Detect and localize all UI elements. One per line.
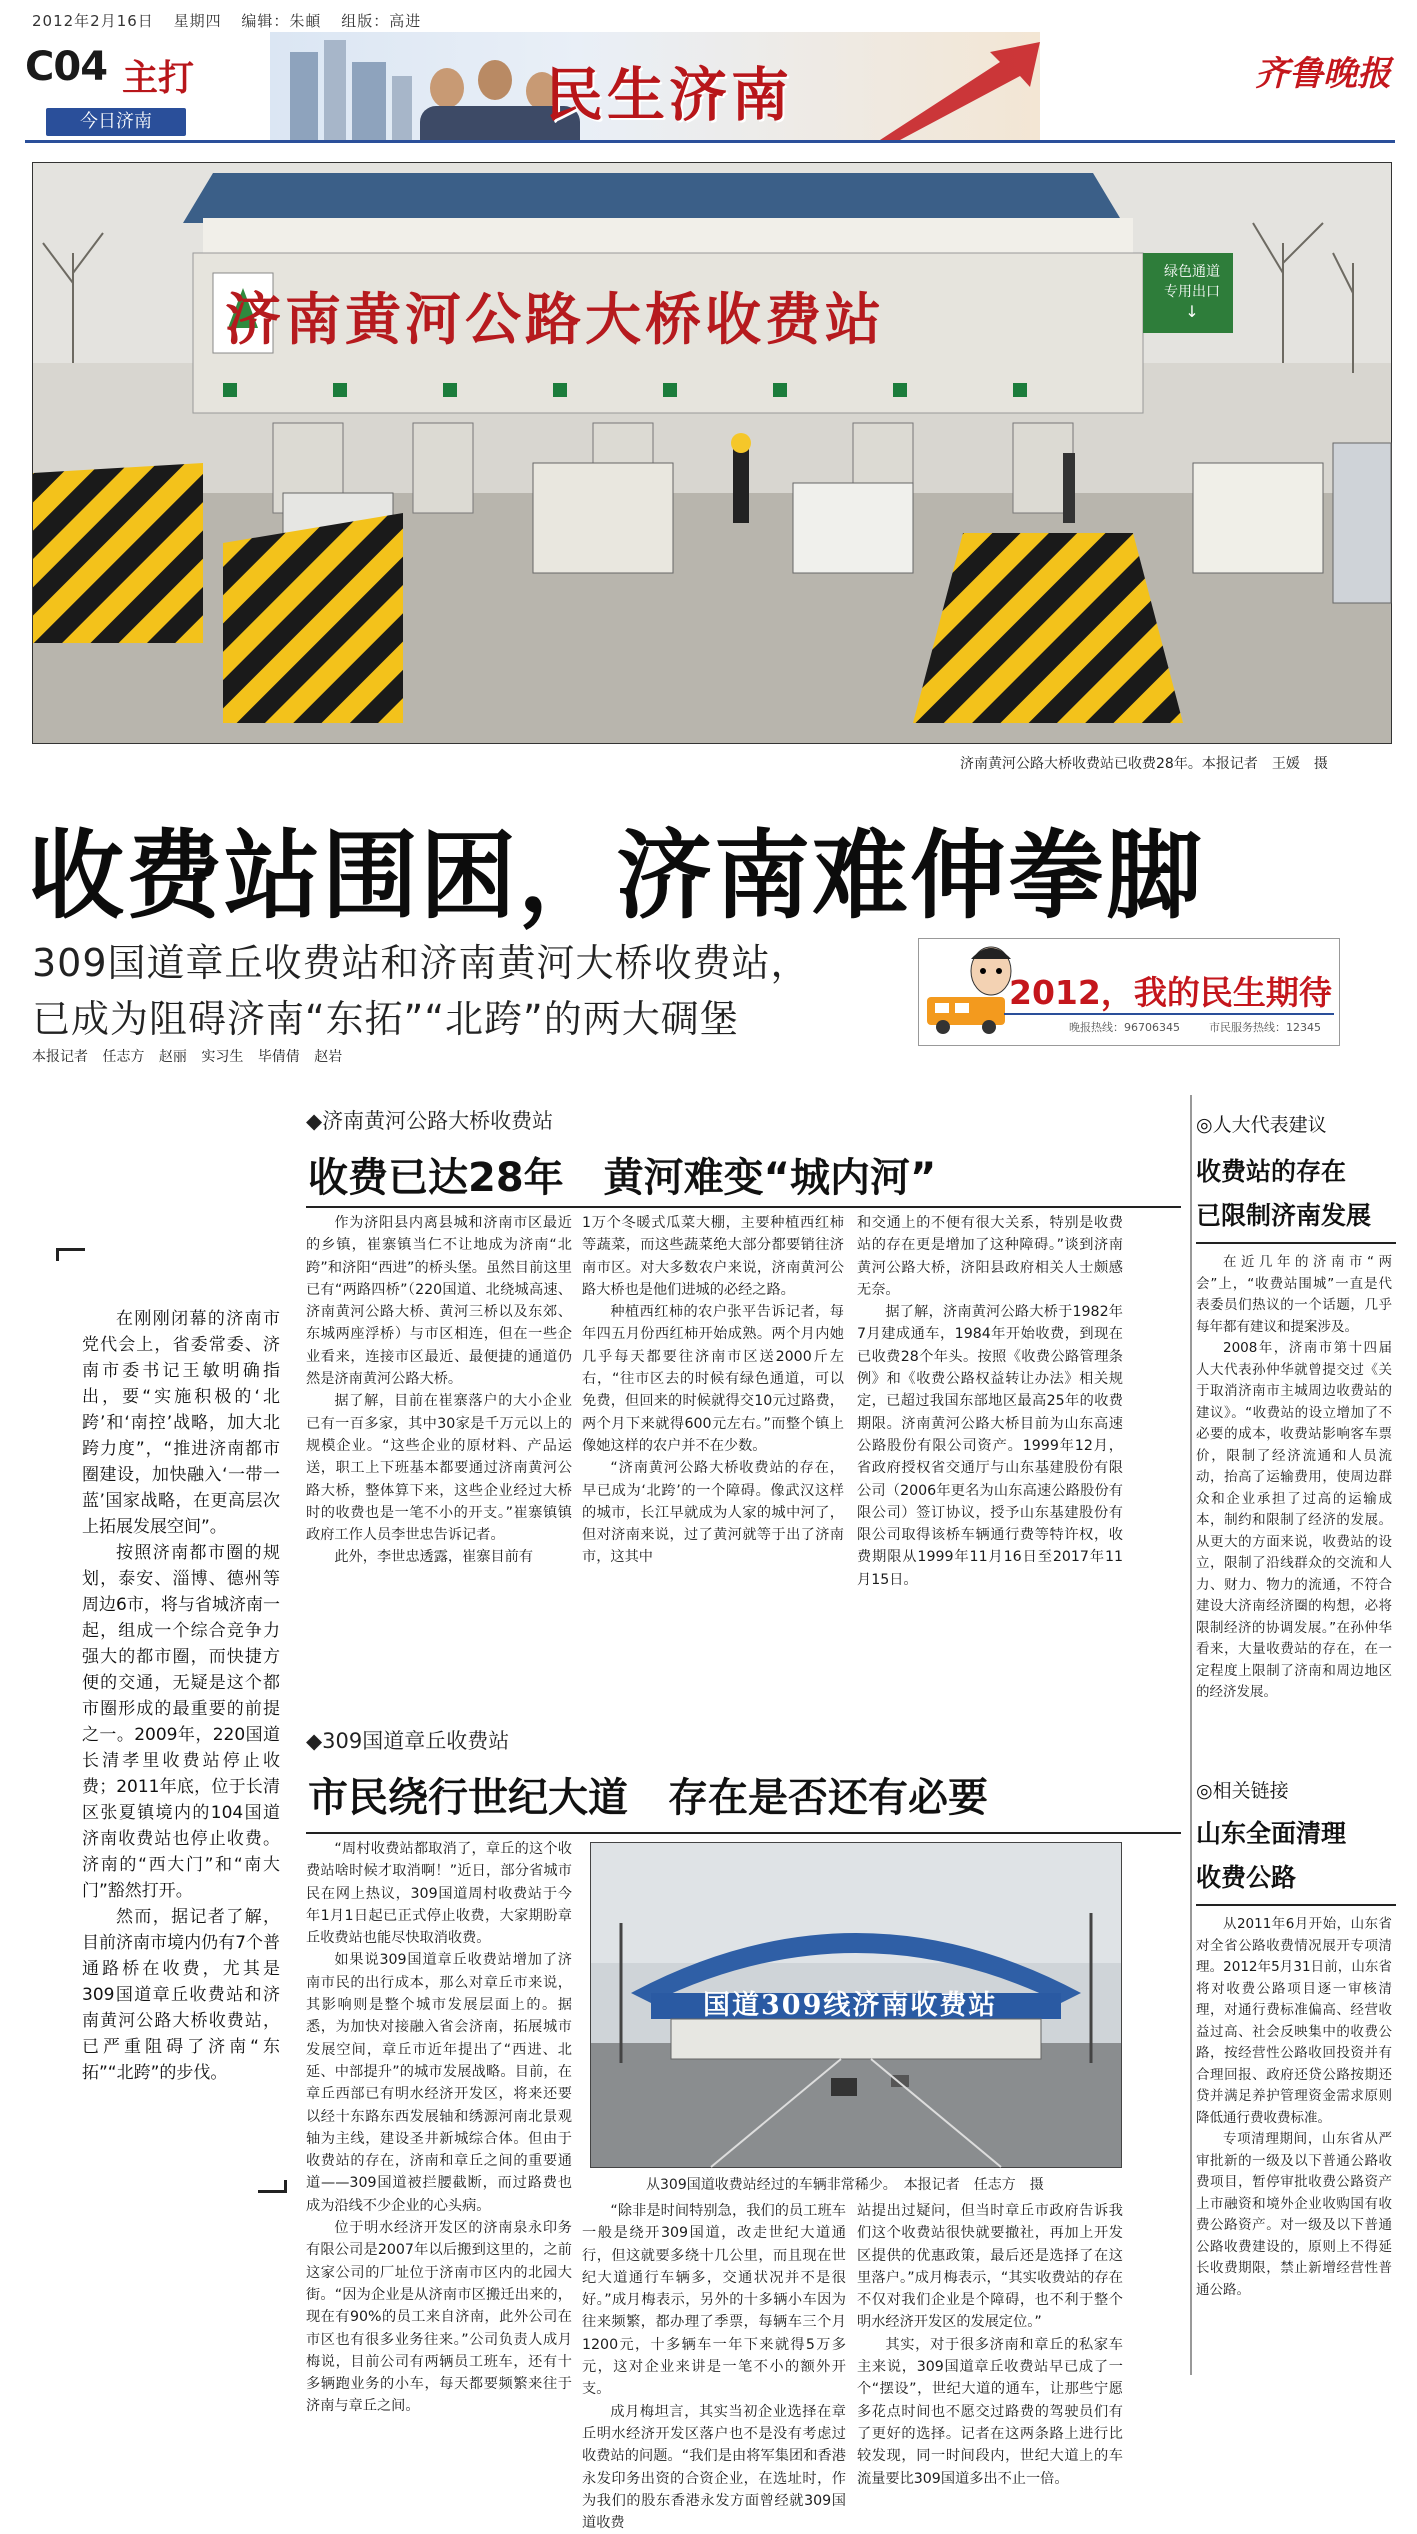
paragraph: 1万个冬暖式瓜菜大棚，主要种植西红柿等蔬菜，而这些蔬菜绝大部分都要销往济南市区。对大多数农户来说，济南黄河公路大桥也是他们进城的必经之路。 [582, 1215, 844, 1298]
sidebar-box2-rule [1196, 1904, 1396, 1906]
badge-hotline-right: 市民服务热线：12345 [1209, 1021, 1321, 1034]
byline-name: 赵丽 [158, 1049, 187, 1065]
section1-rule [306, 1206, 1181, 1208]
section1-column-1 [306, 1212, 572, 1692]
paragraph: 和交通上的不便有很大关系，特别是收费站的存在更是增加了这种障碍。”谈到济南黄河公路大桥，济阳县政府相关人士颇感无奈。 [857, 1215, 1123, 1298]
sidebar-box1-marker: ◎人大代表建议 [1196, 1114, 1327, 1136]
paragraph: 据了解，目前在崔寨落户的大小企业已有一百多家，其中30家是千万元以上的规模企业。“这些企业的原材料、产品运送，职工上下班基本都要通过济南黄河公路大桥，整体算下来，这些企业经过大桥时的收费也是一笔不小的开支。”崔寨镇镇政府工作人员李世忠告诉记者。 [306, 1393, 572, 1544]
paragraph: 站提出过疑问，但当时章丘市政府告诉我们这个收费站很快就要撤社，再加上开发区提供的优惠政策，最后还是选择了在这里落户。”成月梅表示，“其实收费站的存在不仅对我们企业是个障碍，也不利于整个明水经济开发区的发展定位。” [857, 2203, 1123, 2331]
paragraph: 在近几年的济南市“两会”上，“收费站围城”一直是代表委员们热议的一个话题，几乎每年都有建议和提案涉及。 [1196, 1254, 1392, 1335]
sidebar-box1-title2: 已限制济南发展 [1196, 1201, 1372, 1230]
banner-title: 民生济南 [545, 61, 794, 129]
paragraph: 2008年，济南市第十四届人大代表孙仲华就曾提交过《关于取消济南市主城周边收费站的建议》。“收费站的设立增加了不必要的成本，收费站影响客车票价，限制了经济流通和人员流动，抬高了运输费用，使周边群众和企业承担了过高的运输成本，制约和限制了经济的发展。从更大的方面来说，收费站的设立，限制了沿线群众的交流和人力、财力、物力的流通，不符合建设大济南经济圈的构想，必将限制经济的协调发展。”在孙仲华看来，大量收费站的存在，在一定程度上限制了济南和周边地区的经济发展。 [1196, 1340, 1392, 1700]
paragraph: “济南黄河公路大桥收费站的存在，早已成为‘北跨’的一个障碍。像武汉这样的城市，长江早就成为人家的城中河了，但对济南来说，过了黄河就等于出了济南市，这其中 [582, 1460, 844, 1566]
section1-column-2 [582, 1212, 844, 1692]
section1-column-3 [857, 1212, 1123, 1692]
intro-bracket-top [56, 1248, 85, 1261]
sidebar-box1-rule [1196, 1242, 1396, 1244]
sidebar-divider [1190, 1095, 1192, 2375]
section-name: 主打 [122, 58, 195, 99]
paragraph: 据了解，济南黄河公路大桥于1982年7月建成通车，1984年开始收费，到现在已收费28个年头。按照《收费公路管理条例》和《收费公路权益转让办法》相关规定，已超过我国东部地区最高25年的收费期限。济南黄河公路大桥目前为山东高速公路股份有限公司资产。1999年12月，省政府授权省交通厅与山东基建股份有限公司（2006年更名为山东高速公路股份有限公司）签订协议，授予山东基建股份有限公司取得该桥车辆通行费等特许权，收费期限从1999年11月16日至2017年11月15日。 [857, 1304, 1123, 1588]
sidebar-box2-text [1196, 1914, 1392, 2376]
toll-station-photo [32, 162, 1392, 744]
byline-name: 毕倩倩 [257, 1049, 300, 1065]
newspaper-logo: 齐鲁晚报 [1255, 54, 1391, 94]
green-sign-line1: 绿色通道 [1164, 264, 1220, 280]
page-number: C04 [25, 44, 108, 90]
paragraph: 此外，李世忠透露，崔寨目前有 [334, 1549, 534, 1566]
section2-marker: ◆309国道章丘收费站 [306, 1729, 510, 1753]
intro-bracket-bottom [258, 2180, 287, 2193]
paragraph: 专项清理期间，山东省从严审批新的一级及以下普通公路收费项目，暂停审批收费公路资产上市融资和境外企业收购国有收费公路资产。对一级及以下普通公路收费建设的，原则上不得延长收费期限，禁止新增经营性普通公路。 [1196, 2131, 1392, 2298]
paragraph: 作为济阳县内离县城和济南市区最近的乡镇，崔寨镇当仁不让地成为济南“北跨”和济阳“西进”的桥头堡。虽然目前这里已有“两路四桥”（220国道、北绕城高速、济南黄河公路大桥、黄河三桥以及东郊、东城两座浮桥）与市区相连，但在一些企业看来，连接市区最近、最便捷的通道仍然是济南黄河公路大桥。 [306, 1215, 572, 1388]
section1-marker: ◆济南黄河公路大桥收费站 [306, 1109, 554, 1133]
byline-name: 任志方 [102, 1049, 145, 1065]
section2-title: 市民绕行世纪大道 存在是否还有必要 [308, 1775, 988, 1821]
toll-sign-text: 济南黄河公路大桥收费站 [225, 287, 885, 353]
badge-title: 2012，我的民生期待 [1009, 973, 1332, 1012]
paragraph: 其实，对于很多济南和章丘的私家车主来说，309国道章丘收费站早已成了一个“摆设”，世纪大道的通车，让那些宁愿多花点时间也不愿交过路费的驾驶员们有了更好的选择。记者在这两条路上进行比较发现，同一时间段内，世纪大道上的车流量要比309国道多出不止一倍。 [857, 2336, 1123, 2487]
intro-text [82, 1306, 280, 2226]
sidebar-box1-title1: 收费站的存在 [1196, 1157, 1347, 1186]
sidebar-box1-text [1196, 1252, 1392, 1752]
paragraph: “除非是时间特别急，我们的员工班车一般是绕开309国道，改走世纪大道通行，但这就要多绕十几公里，而且现在世纪大道通行车辆多，交通状况并不是很好。”成月梅表示，另外的十多辆小车因为往来频繁，都办理了季票，每辆车三个月1200元，十多辆车一年下来就得5万多元，这对企业来讲是一笔不小的额外开支。 [582, 2203, 846, 2398]
issue-date: 2012年2月16日 [32, 12, 154, 30]
dateline [32, 10, 435, 31]
green-sign-line2: 专用出口 [1164, 284, 1220, 300]
section-tag: 今日济南 [46, 108, 186, 136]
paragraph: 从2011年6月开始，山东省对全省公路收费情况展开专项清理。2012年5月31日前，山东省将对收费公路项目逐一审核清理，对通行费标准偏高、经营收益过高、社会反映集中的收费公路，按经营性公路收回投资并有合理回报、政府还贷公路按期还贷并满足养护管理资金需求原则降低通行费收费标准。 [1196, 1916, 1392, 2126]
paragraph: 种植西红柿的农户张平告诉记者，每年四五月份西红柿开始成熟。两个月内她几乎每天都要往济南市区送2000斤左右，“往市区去的时候有绿色通道，可以免费，但回来的时候就得交10元过路费，两个月下来就得600元左右。”而整个镇上像她这样的农户并不在少数。 [582, 1304, 844, 1454]
intro-paragraph: 按照济南都市圈的规划，泰安、淄博、德州等周边6市，将与省城济南一起，组成一个综合竞争力强大的都市圈，而快捷方便的交通，无疑是这个都市圈形成的最重要的前提之一。2009年，220国道长清孝里收费站停止收费；2011年底，位于长清区张夏镇境内的104国道济南收费站也停止收费。济南的“西大门”和“南大门”豁然打开。 [82, 1543, 280, 1901]
sidebar-box2-marker: ◎相关链接 [1196, 1780, 1289, 1802]
banner-arrow-graphic [880, 32, 1040, 140]
byline-role: 本报记者 [32, 1049, 88, 1065]
highway-sign-text: 国道309线济南收费站 [703, 1990, 998, 2021]
section2-column-1 [306, 1838, 572, 2415]
section2-rule [306, 1832, 1181, 1834]
intro-paragraph: 在刚刚闭幕的济南市党代会上，省委常委、济南市委书记王敏明确指出，要“实施积极的‘北跨’和‘南控’战略，加大北跨力度”，“推进济南都市圈建设，加快融入‘一带一蓝’国家战略，在更高层次上拓展发展空间”。 [82, 1309, 280, 1537]
section2-column-3 [857, 2200, 1123, 2487]
paragraph: 如果说309国道章丘收费站增加了济南市民的出行成本，那么对章丘市来说，其影响则是整个城市发展层面上的。据悉，为加快对接融入省会济南，拓展城市发展空间，章丘市近年提出了“西进、北延、中部提升”的城市发展战略。目前，在章丘西部已有明水经济开发区，将来还要以经十东路东西发展轴和绣源河南北景观轴为主线，建设圣井新城综合体。但由于收费站的存在，济南和章丘之间的重要通道——309国道被拦腰截断，而过路费也成为沿线不少企业的心头病。 [306, 1952, 572, 2214]
byline-name: 赵岩 [314, 1049, 343, 1065]
main-photo-caption: 济南黄河公路大桥收费站已收费28年。本报记者 王媛 摄 [960, 756, 1328, 772]
editor-credit: 编辑：朱頔 [241, 12, 322, 30]
campaign-badge [918, 938, 1340, 1046]
byline [32, 1046, 352, 1066]
subheadline-line1: 309国道章丘收费站和济南黄河大桥收费站， [32, 941, 810, 985]
layout-credit: 组版：高进 [341, 12, 422, 30]
byline-role: 实习生 [201, 1049, 244, 1065]
photo2-caption: 从309国道收费站经过的车辆非常稀少。 本报记者 任志方 摄 [646, 2177, 1044, 2193]
headline: 收费站围困，济南难伸拳脚 [28, 820, 1204, 932]
paragraph: “周村收费站都取消了，章丘的这个收费站啥时候才取消啊！”近日，部分省城市民在网上热议，309国道周村收费站于今年1月1日起已正式停止收费，大家期盼章丘收费站也能尽快取消收费。 [306, 1841, 572, 1947]
badge-hotline-left: 晚报热线：96706345 [1069, 1021, 1180, 1034]
section1-title: 收费已达28年 黄河难变“城内河” [308, 1155, 937, 1201]
section2-column-2 [582, 2200, 846, 2532]
paragraph: 成月梅坦言，其实当初企业选择在章丘明水经济开发区落户也不是没有考虑过收费站的问题。“我们是由将军集团和香港永发印务出资的合资企业，在选址时，作为我们的股东香港永发方面曾经就309国道收费 [582, 2403, 846, 2532]
issue-weekday: 星期四 [173, 12, 222, 30]
sidebar-box2-title1: 山东全面清理 [1196, 1819, 1347, 1848]
paragraph: 位于明水经济开发区的济南泉永印务有限公司是2007年以后搬到这里的，之前这家公司的厂址位于济南市区内的北园大街。“因为企业是从济南市区搬迁出来的，现在有90%的员工来自济南，此外公司在市区也有很多业务往来。”公司负责人成月梅说，目前公司有两辆员工班车，还有十多辆跑业务的小车，每天都要频繁来往于济南与章丘之间。 [306, 2220, 572, 2415]
subheadline-line2: 已成为阻碍济南“东拓”“北跨”的两大碉堡 [32, 997, 739, 1041]
intro-paragraph: 然而，据记者了解，目前济南市境内仍有7个普通路桥在收费，尤其是309国道章丘收费站和济南黄河公路大桥收费站，已严重阻碍了济南“东拓”“北跨”的步伐。 [82, 1907, 280, 2083]
sidebar-box2-title2: 收费公路 [1196, 1863, 1297, 1892]
green-channel-sign: 绿色通道 专用出口 ↓ [1147, 262, 1237, 322]
highway-toll-photo [590, 1842, 1122, 2168]
